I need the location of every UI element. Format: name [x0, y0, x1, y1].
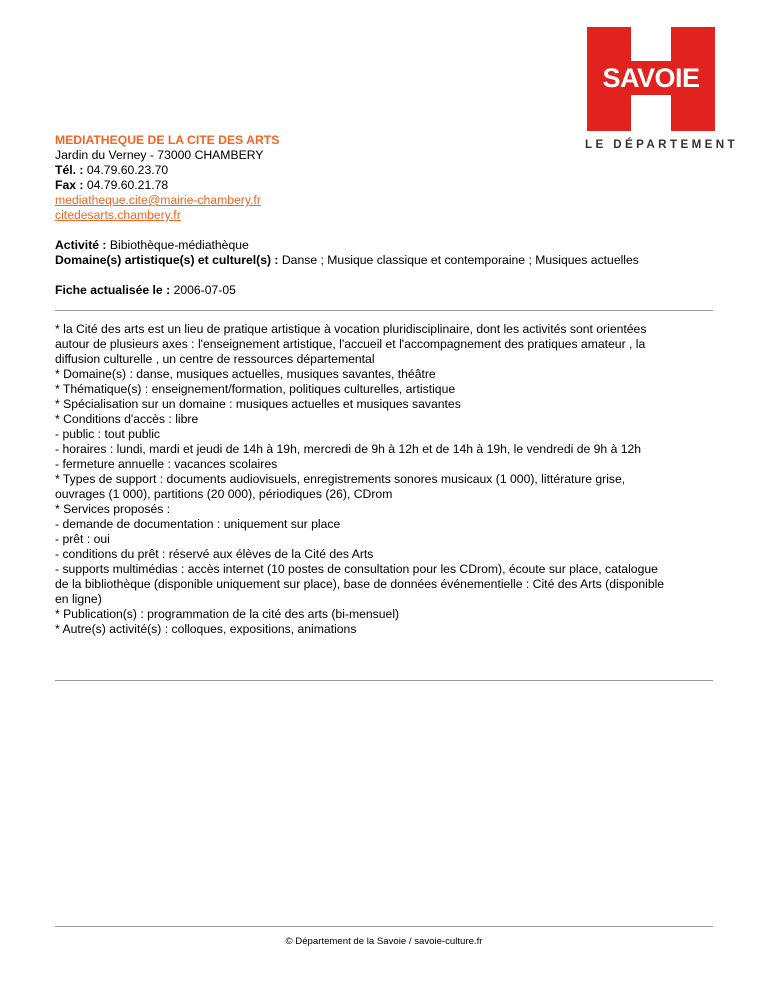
description-line: - demande de documentation : uniquement sur place	[55, 517, 341, 531]
description-line: - fermeture annuelle : vacances scolaires	[55, 457, 278, 471]
savoie-logo	[585, 27, 745, 155]
description-line: - conditions du prêt : réservé aux élèves de la Cité des Arts	[55, 547, 374, 561]
description-line: ouvrages (1 000), partitions (20 000), périodiques (26), CDrom	[55, 487, 393, 501]
footer-copyright: © Département de la Savoie / savoie-culture.fr	[285, 936, 483, 947]
description-line: * Spécialisation sur un domaine : musiques actuelles et musiques savantes	[55, 397, 461, 411]
domains-value: Danse ; Musique classique et contemporaine ; Musiques actuelles	[281, 253, 639, 267]
description	[55, 322, 713, 637]
fax-value: 04.79.60.21.78	[86, 178, 169, 192]
activity-label: Activité :	[55, 238, 107, 252]
logo-tagline: LE DÉPARTEMENT	[585, 138, 739, 151]
description-line: * Publication(s) : programmation de la cité des arts (bi-mensuel)	[55, 607, 400, 621]
fax-line	[55, 178, 575, 193]
description-line: - prêt : oui	[55, 532, 110, 546]
description-line: diffusion culturelle , un centre de ressources départemental	[55, 352, 375, 366]
updated-label: Fiche actualisée le :	[55, 283, 171, 297]
phone-label: Tél. :	[55, 163, 84, 177]
activity-value: Bibiothèque-médiathèque	[109, 238, 249, 252]
updated-line	[55, 283, 735, 298]
description-line: * Types de support : documents audiovisuels, enregistrements sonores musicaux (1 000), littérature grise,	[55, 472, 626, 486]
phone-value: 04.79.60.23.70	[86, 163, 169, 177]
description-line: * Thématique(s) : enseignement/formation, politiques culturelles, artistique	[55, 382, 456, 396]
email-link[interactable]: mediatheque.cite@mairie-chambery.fr	[55, 193, 261, 207]
activity-block	[55, 238, 735, 268]
description-line: * Services proposés :	[55, 502, 171, 516]
logo-square-bottom-right	[671, 93, 715, 131]
domains-label: Domaine(s) artistique(s) et culturel(s) :	[55, 253, 279, 267]
description-line: * Domaine(s) : danse, musiques actuelles, musiques savantes, théâtre	[55, 367, 436, 381]
description-line: * Conditions d'accès : libre	[55, 412, 199, 426]
logo-square-bottom-left	[587, 93, 631, 131]
website-link[interactable]: citedesarts.chambery.fr	[55, 208, 181, 222]
description-line: * Autre(s) activité(s) : colloques, expositions, animations	[55, 622, 357, 636]
description-line: - supports multimédias : accès internet (10 postes de consultation pour les CDrom), écoute sur place, catalogue	[55, 562, 658, 576]
description-line: * la Cité des arts est un lieu de pratique artistique à vocation pluridisciplinaire, dont les activités sont orientées	[55, 322, 647, 336]
logo-name: SAVOIE	[602, 63, 700, 93]
divider-top	[55, 310, 713, 311]
updated-value: 2006-07-05	[173, 283, 236, 297]
description-line: autour de plusieurs axes : l'enseignement artistique, l'accueil et l'accompagnement des pratiques amateur , la	[55, 337, 646, 351]
fax-label: Fax :	[55, 178, 84, 192]
description-line: - public : tout public	[55, 427, 161, 441]
divider-bottom	[55, 680, 713, 681]
description-line: - horaires : lundi, mardi et jeudi de 14h à 19h, mercredi de 9h à 12h et de 14h à 19h, le vendredi de 9h à 12h	[55, 442, 642, 456]
description-line: de la bibliothèque (disponible uniquement sur place), base de données événementielle : Cité des Arts (disponible	[55, 577, 665, 591]
logo-square-top-left	[587, 27, 631, 63]
phone-line	[55, 163, 575, 178]
footer-divider	[55, 926, 713, 927]
contact-block	[55, 133, 575, 223]
logo-square-top-right	[671, 27, 715, 63]
activity-line	[55, 238, 735, 253]
organization-name: MEDIATHEQUE DE LA CITE DES ARTS	[55, 133, 280, 147]
organization-address: Jardin du Verney - 73000 CHAMBERY	[55, 148, 264, 162]
description-line: en ligne)	[55, 592, 102, 606]
domains-line	[55, 253, 735, 268]
